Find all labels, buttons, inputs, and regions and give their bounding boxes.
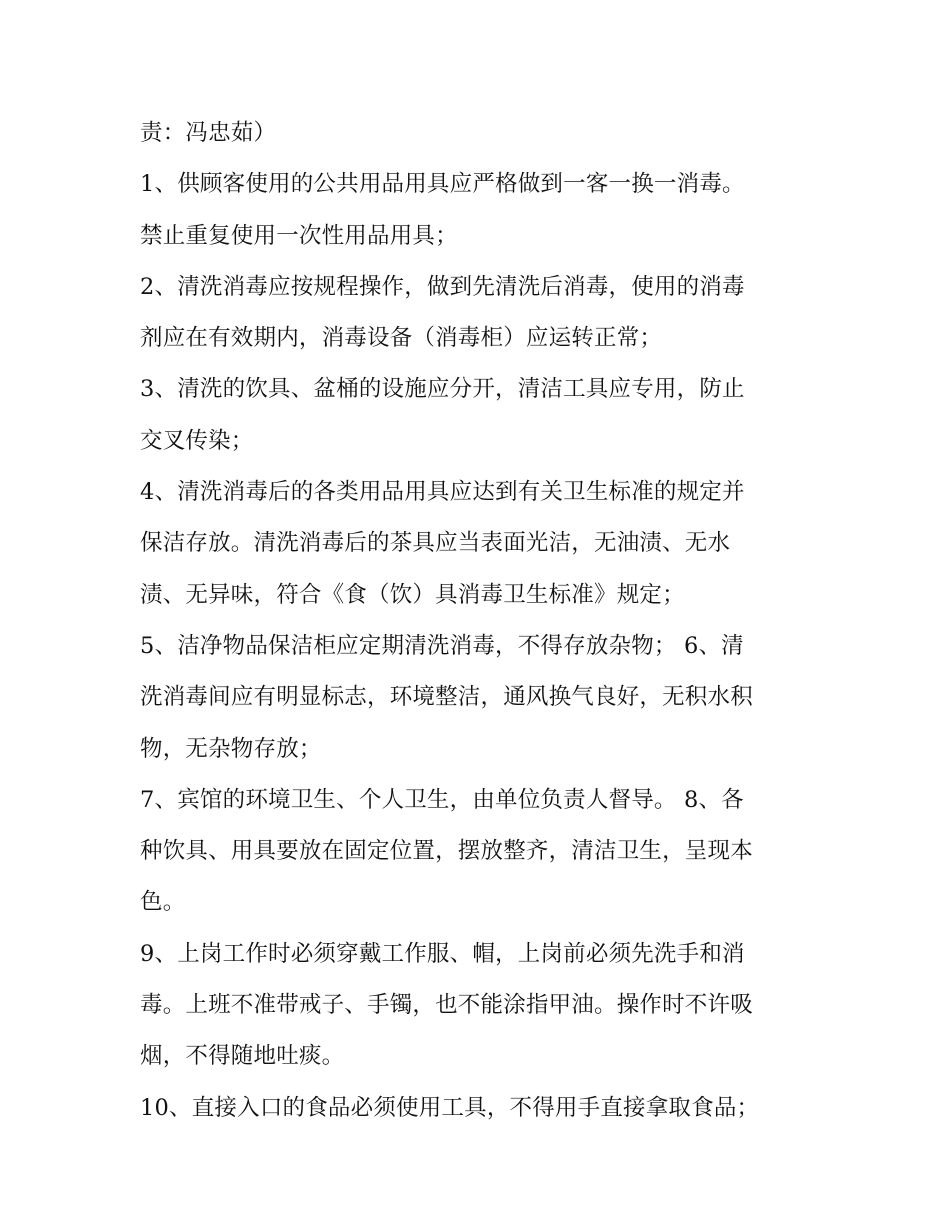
text-line: 洗消毒间应有明显标志，环境整洁，通风换气良好，无积水积 (140, 684, 753, 711)
text-line: 1、供顾客使用的公共用品用具应严格做到一客一换一消毒。 (140, 171, 745, 198)
text-line: 剂应在有效期内，消毒设备（消毒柜）应运转正常； (140, 325, 663, 352)
text-line: 2、清洗消毒应按规程操作，做到先清洗后消毒，使用的消毒 (140, 273, 745, 300)
text-line: 7、宾馆的环境卫生、个人卫生，由单位负责人督导。 8、各 (140, 786, 744, 813)
text-line: 4、清洗消毒后的各类用品用具应达到有关卫生标准的规定并 (140, 479, 745, 506)
text-line: 5、洁净物品保洁柜应定期清洗消毒，不得存放杂物； 6、清 (140, 632, 744, 659)
text-line: 责：冯忠茹） (140, 120, 277, 146)
text-line: 交叉传染； (140, 427, 254, 454)
text-line: 色。 (140, 889, 186, 916)
text-line: 3、清洗的饮具、盆桶的设施应分开，清洁工具应专用，防止 (140, 376, 745, 403)
text-line: 保洁存放。清洗消毒后的茶具应当表面光洁，无油渍、无水 (140, 530, 731, 557)
text-line: 物，无杂物存放； (140, 735, 322, 762)
text-line: 禁止重复使用一次性用品用具； (140, 222, 458, 249)
text-line: 10、直接入口的食品必须使用工具，不得用手直接拿取食品； (140, 1094, 760, 1121)
text-line: 渍、无异味，符合《食（饮）具消毒卫生标准》规定； (140, 581, 685, 608)
text-line: 9、上岗工作时必须穿戴工作服、帽，上岗前必须先洗手和消 (140, 940, 745, 967)
text-line: 毒。上班不准带戒子、手镯，也不能涂指甲油。操作时不许吸 (140, 992, 753, 1019)
text-line: 种饮具、用具要放在固定位置，摆放整齐，清洁卫生，呈现本 (140, 838, 753, 865)
text-line: 烟，不得随地吐痰。 (140, 1043, 345, 1070)
document-body (140, 108, 820, 1134)
